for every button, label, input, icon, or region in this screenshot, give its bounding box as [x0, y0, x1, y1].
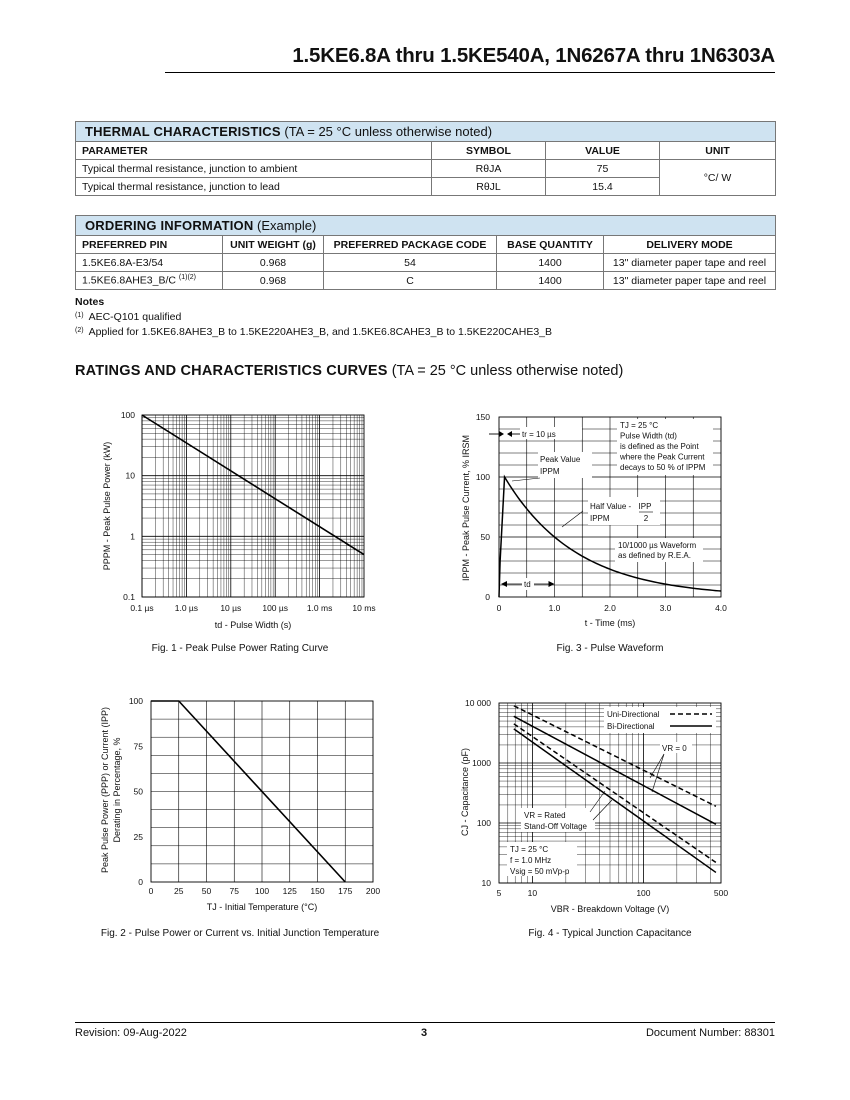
fig1-curve [142, 415, 364, 555]
fig2-y-tick-label: 75 [133, 741, 143, 752]
fig1-y-tick-label: 1 [130, 531, 135, 542]
order-qty: 1400 [497, 254, 604, 272]
fig1-x-tick-label: 10 µs [220, 603, 242, 613]
fig3-peak-label: Peak Value [540, 455, 581, 464]
curves-heading-condition: (TA = 25 °C unless otherwise noted) [391, 363, 624, 379]
fig3-x-tick-label: 4.0 [715, 603, 727, 613]
vr0-leader [652, 754, 664, 792]
fig2-x-tick-label: 100 [254, 886, 270, 896]
fig1-x-tick-label: 1.0 ms [306, 603, 333, 613]
fig3-x-tick-label: 3.0 [659, 603, 672, 613]
fig4-vr0-label: VR = 0 [662, 744, 687, 753]
col-delivery-mode: DELIVERY MODE [604, 236, 776, 254]
fig4-x-tick-label: 10 [527, 888, 538, 898]
col-package-code: PREFERRED PACKAGE CODE [324, 236, 497, 254]
order-code: 54 [324, 254, 497, 272]
col-symbol: SYMBOL [432, 142, 546, 160]
fig1-x-tick-label: 10 ms [352, 603, 376, 613]
fig2-x-tick-label: 25 [174, 886, 184, 896]
fig1-y-axis-label: PPPM - Peak Pulse Power (kW) [102, 441, 112, 571]
fig3-x-tick-label: 0 [496, 603, 502, 613]
fig1-x-tick-label: 100 µs [262, 603, 289, 613]
vr0-leader [650, 754, 664, 778]
vr-rated-leader [593, 800, 612, 820]
fig4-y-axis-label: CJ - Capacitance (pF) [460, 747, 470, 837]
thermal-parameter: Typical thermal resistance, junction to lead [76, 178, 432, 196]
ordering-table-title: ORDERING INFORMATION [85, 218, 254, 233]
fig2-caption: Fig. 2 - Pulse Power or Current vs. Initial Junction Temperature [100, 928, 380, 939]
fig3-condition-label: decays to 50 % of IPPM [620, 463, 706, 472]
order-pin-note: (1)(2) [178, 274, 197, 282]
order-mode: 13" diameter paper tape and reel [604, 272, 776, 290]
fig3-caption: Fig. 3 - Pulse Waveform [556, 643, 664, 654]
thermal-symbol: RθJL [432, 178, 546, 196]
curves-heading-title: RATINGS AND CHARACTERISTICS CURVES [75, 363, 388, 379]
fig4-y-tick-label: 100 [476, 818, 491, 828]
fig3-y-axis-label: IPPM - Peak Pulse Current, % IRSM [461, 434, 471, 582]
thermal-value: 15.4 [546, 178, 660, 196]
fig3-y-tick-label: 0 [485, 592, 490, 602]
fig3-waveform-label: as defined by R.E.A. [618, 551, 691, 560]
col-base-quantity: BASE QUANTITY [497, 236, 604, 254]
fig4-condition-label: Vsig = 50 mVp-p [510, 867, 570, 876]
col-preferred-pin: PREFERRED PIN [76, 236, 223, 254]
fig4-legend-label: Uni-Directional [607, 710, 660, 719]
fig2-y-axis-label: Peak Pulse Power (PPP) or Current (IPP) [100, 706, 110, 874]
thermal-table-title: THERMAL CHARACTERISTICS [85, 124, 281, 139]
fig3-half-label: Half Value - [590, 502, 632, 511]
fig3-condition-label: is defined as the Point [620, 442, 699, 451]
fig2-x-tick-label: 0 [148, 886, 154, 896]
footer-page-number: 3 [421, 1027, 428, 1039]
fig1-x-tick-label: 1.0 µs [174, 603, 199, 613]
fig2-x-tick-label: 175 [338, 886, 353, 896]
fig4-x-tick-label: 100 [636, 888, 651, 898]
note-item: $^{(2)}$ Applied for 1.5KE6.8AHE3_B to 1.5KE220AHE3_B, and 1.5KE6.8CAHE3_B to 1.5KE220CAHE3_B [75, 326, 553, 338]
col-value: VALUE [546, 142, 660, 160]
fig2-y-tick-label: 0 [138, 877, 143, 887]
fig1-x-tick-label: 0.1 µs [130, 603, 154, 613]
fig4-y-tick-label: 1000 [472, 758, 491, 768]
fig2-y-axis-label: Derating in Percentage, % [112, 737, 122, 843]
fig4-legend-label: Bi-Directional [607, 722, 655, 731]
tr-arrow-head [499, 431, 504, 437]
fig1-y-tick-label: 10 [125, 470, 135, 481]
fig2-x-tick-label: 125 [282, 886, 297, 896]
order-weight: 0.968 [223, 254, 324, 272]
order-pin: 1.5KE6.8A-E3/54 [76, 254, 223, 272]
fig4-x-tick-label: 500 [713, 888, 729, 898]
fig3-condition-label: Pulse Width (td) [620, 431, 677, 441]
col-unit-weight: UNIT WEIGHT (g) [223, 236, 324, 254]
fig4-vr-rated-label: VR = Rated [524, 811, 566, 820]
fig4-vr-rated-label: Stand-Off Voltage [524, 822, 588, 831]
fig3-peak-label: IPPM [540, 467, 560, 476]
fig3-condition-label: where the Peak Current [620, 452, 705, 462]
fig3-td-label: td [524, 580, 531, 589]
fig2-x-tick-label: 200 [365, 886, 381, 896]
fig3-tr-label: tr = 10 µs [522, 430, 556, 439]
order-mode: 13" diameter paper tape and reel [604, 254, 776, 272]
fig3-half-label: IPPM [590, 514, 610, 523]
thermal-unit: °C/ W [660, 160, 776, 196]
fig1-x-axis-label: td - Pulse Width (s) [214, 620, 292, 630]
fig3-x-tick-label: 2.0 [604, 603, 616, 613]
thermal-parameter: Typical thermal resistance, junction to ambient [76, 160, 432, 178]
fig1-caption: Fig. 1 - Peak Pulse Power Rating Curve [151, 643, 329, 654]
vr-rated-leader [590, 791, 605, 812]
tr-arrow-head [507, 431, 512, 437]
fig2-x-tick-label: 50 [201, 886, 212, 896]
footer-rule [75, 1022, 775, 1023]
fig3-condition-label: TJ = 25 °C [620, 421, 659, 430]
thermal-value: 75 [546, 160, 660, 178]
fig3-y-tick-label: 50 [480, 532, 490, 542]
td-arrow-head [501, 581, 507, 587]
fig4-y-tick-label: 10 [481, 878, 491, 888]
document-title: 1.5KE6.8A thru 1.5KE540A, 1N6267A thru 1N6303A [292, 44, 775, 67]
fig2-y-tick-label: 100 [128, 696, 143, 706]
td-arrow-head [549, 581, 555, 587]
fig3-y-tick-label: 100 [475, 472, 490, 482]
col-parameter: PARAMETER [76, 142, 432, 160]
fig4-condition-label: TJ = 25 °C [510, 845, 549, 854]
fig2-x-tick-label: 150 [310, 886, 325, 896]
fig4-x-axis-label: VBR - Breakdown Voltage (V) [550, 904, 670, 914]
fig2-y-tick-label: 50 [133, 786, 143, 797]
fig3-x-tick-label: 1.0 [548, 603, 561, 613]
fig2-y-tick-label: 25 [133, 831, 143, 842]
peak-leader [512, 478, 540, 481]
order-qty: 1400 [497, 272, 604, 290]
footer-revision: Revision: 09-Aug-2022 [75, 1027, 187, 1039]
footer-document-number: Document Number: 88301 [645, 1027, 775, 1039]
fig3-y-tick-label: 150 [475, 412, 490, 422]
fig4-x-tick-label: 5 [496, 888, 502, 898]
fig4-caption: Fig. 4 - Typical Junction Capacitance [528, 928, 692, 939]
fig3-x-axis-label: t - Time (ms) [584, 618, 636, 628]
fig1-y-tick-label: 100 [120, 410, 135, 420]
fig1-y-tick-label: 0.1 [123, 592, 135, 602]
fig3-half-label: IPP [638, 502, 652, 511]
fig2-x-axis-label: TJ - Initial Temperature (°C) [206, 902, 318, 912]
thermal-symbol: RθJA [432, 160, 546, 178]
order-weight: 0.968 [223, 272, 324, 290]
half-leader [562, 511, 583, 527]
col-unit: UNIT [660, 142, 776, 160]
thermal-table-condition: (TA = 25 °C unless otherwise noted) [284, 124, 493, 139]
note-item: $^{(1)}$ AEC-Q101 qualified [75, 311, 182, 323]
fig3-waveform-label: 10/1000 µs Waveform [618, 541, 697, 550]
fig4-y-tick-label: 10 000 [465, 698, 491, 708]
fig3-half-label: 2 [643, 514, 649, 523]
ordering-table-subtitle: (Example) [257, 218, 317, 233]
fig4-condition-label: f = 1.0 MHz [510, 856, 552, 865]
order-pin: 1.5KE6.8AHE3_B/C $^{(1)(2)}$ [76, 272, 223, 290]
order-code: C [324, 272, 497, 290]
notes-heading: Notes [75, 296, 105, 308]
fig2-x-tick-label: 75 [229, 886, 239, 896]
plot-frame [142, 415, 364, 597]
